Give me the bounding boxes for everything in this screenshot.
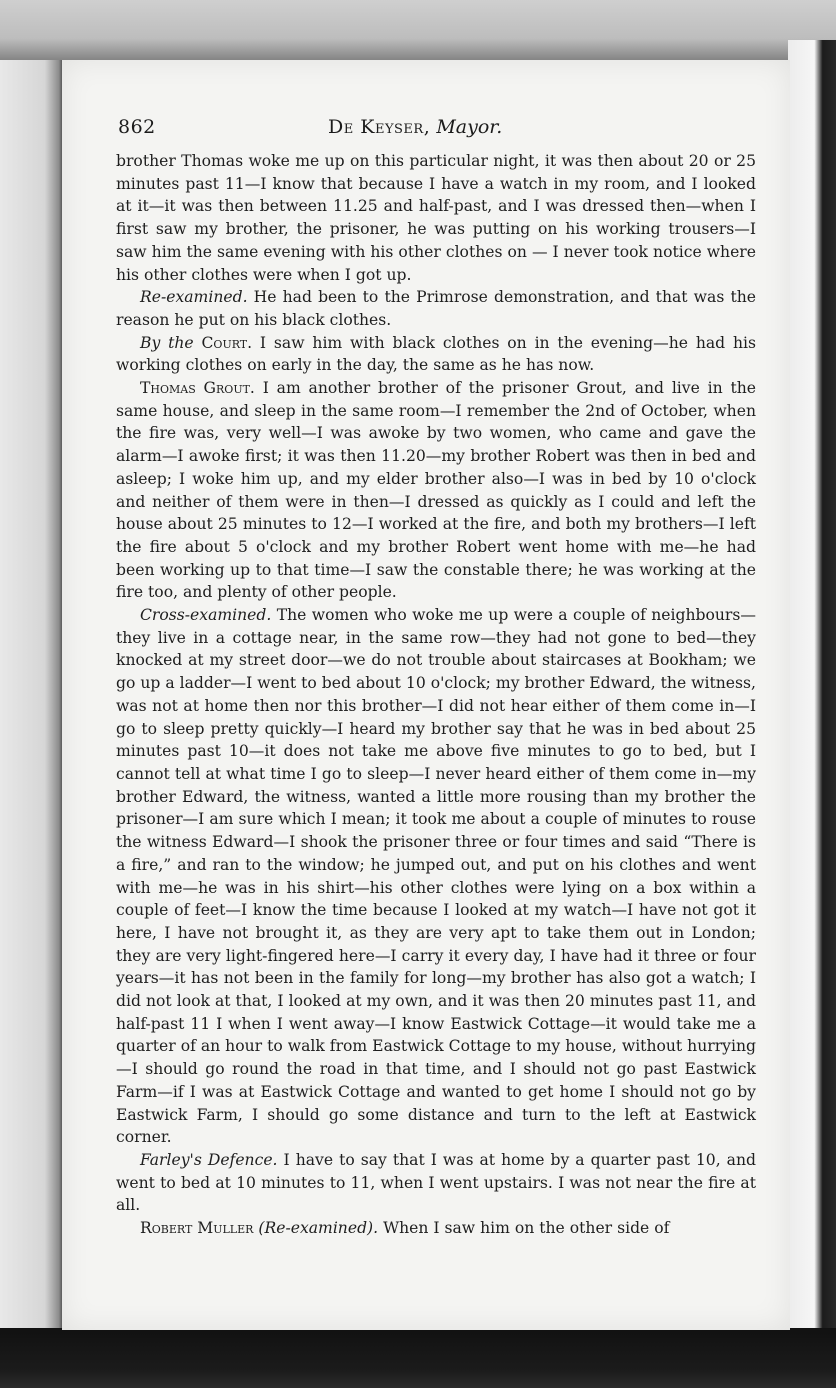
paragraph-cross-examined xyxy=(116,604,756,1149)
paragraph-text: When I saw him on the other side of xyxy=(378,1219,670,1238)
speaker-label: Re-examined. xyxy=(140,288,248,307)
paragraph-by-the-court xyxy=(116,332,756,377)
speaker-label: Farley's Defence. xyxy=(140,1150,278,1169)
paragraph-text: I have to say that I was at home by a quarter past 10, and went to bed at 10 minutes to 11, when I went upstairs. I was not near the fire at all. xyxy=(116,1150,757,1215)
page-header xyxy=(118,116,718,144)
speaker-label: Robert Muller xyxy=(140,1219,254,1238)
paragraph-text: He had been to the Primrose demonstration, and that was the reason he put on his black clothes. xyxy=(116,288,756,329)
scan-right-edge xyxy=(788,40,836,1388)
scan-left-margin xyxy=(0,60,64,1340)
running-head-title: Mayor. xyxy=(436,116,503,138)
paragraph-farleys-defence xyxy=(116,1149,756,1217)
speaker-label: Cross-examined. xyxy=(140,606,272,625)
paragraph-text: I am another brother of the prisoner Grout, and live in the same house, and sleep in the same room—I remember the 2nd of October, when the fire was, very well—I was awoke by two women, who came and gave the alarm—I awoke first; it was then 11.20—my brother Robert was then in bed and asleep; I woke him up, and my elder brother also—I was in bed by 10 o'clock and neither of them were in then—I dressed as quickly as I could and left the house about 25 minutes to 12—I worked at the fire, and both my brothers—I left the fire about 5 o'clock and my brother Robert went home with me—he had been working up to that time—I saw the constable there; he was working at the fire too, and plenty of other people. xyxy=(116,379,756,602)
running-head xyxy=(328,116,502,138)
body-text xyxy=(116,150,756,1240)
speaker-label: By the xyxy=(140,333,194,352)
page-number: 862 xyxy=(118,116,156,138)
running-head-name: De Keyser, xyxy=(328,116,431,138)
paragraph-re-examined xyxy=(116,286,756,331)
speaker-label: Thomas Grout. xyxy=(140,379,255,398)
paragraph-robert-muller xyxy=(116,1217,756,1240)
paragraph-text: I saw him with black clothes on in the evening—he had his working clothes on early in the day, the same as he has now. xyxy=(116,333,757,375)
speaker-label: Court. xyxy=(193,333,253,352)
speaker-label: (Re-examined). xyxy=(258,1219,379,1238)
book-page xyxy=(62,60,790,1330)
paragraph-testimony-continued: brother Thomas woke me up on this particular night, it was then about 20 or 25 minutes past 11—I know that because I have a watch in my room, and I looked at it—it was then between 11.25 and half-past, and I was dressed then—when I first saw my brother, the prisoner, he was putting on his working trousers—I saw him the same evening with his other clothes on — I never took notice where his other clothes were when I got up. xyxy=(116,152,756,284)
paragraph-thomas-grout xyxy=(116,377,756,604)
paragraph-text: The women who woke me up were a couple of neighbours—they live in a cottage near, in the same row—they had not gone to bed—they knocked at my street door—we do not trouble about staircases at Bookham; we go up a ladder—I went to bed about 10 o'clock; my brother Edward, the witness, was not at home then nor this brother—I did not hear either of them come in—I go to sleep pretty quickly—I heard my brother say that he was in bed about 25 minutes past 10—it does not take me above five minutes to go to bed, but I cannot tell at what time I go to sleep—I never heard either of them come in—my brother Edward, the witness, wanted a little more rousing than my brother the prisoner—I am sure which I mean; it took me about a couple of minutes to rouse the witness Edward—I shook the prisoner three or four times and said “There is a fire,” and ran to the window; he jumped out, and put on his clothes and went with me—he was in his shirt—his other clothes were lying on a box within a couple of feet—I know the time because I looked at my watch—I have not got it here, I have not brought it, as they are very apt to take them out in London; they are very light-fingered here—I carry it every day, I have had it three or four years—it has not been in the family for long—my brother has also got a watch; I did not look at that, I looked at my own, and it was then 20 minutes past 11, and half-past 11 I when I went away—I know Eastwick Cottage—it would take me a quarter of an hour to walk from Eastwick Cottage to my house, without hurrying—I should go round the road in that time, and I should not go past Eastwick Farm—if I was at Eastwick Cottage and wanted to get home I should not go by Eastwick Farm, I should go some distance and turn to the left at Eastwick corner. xyxy=(116,606,756,1147)
scan-bottom-edge xyxy=(0,1328,836,1388)
